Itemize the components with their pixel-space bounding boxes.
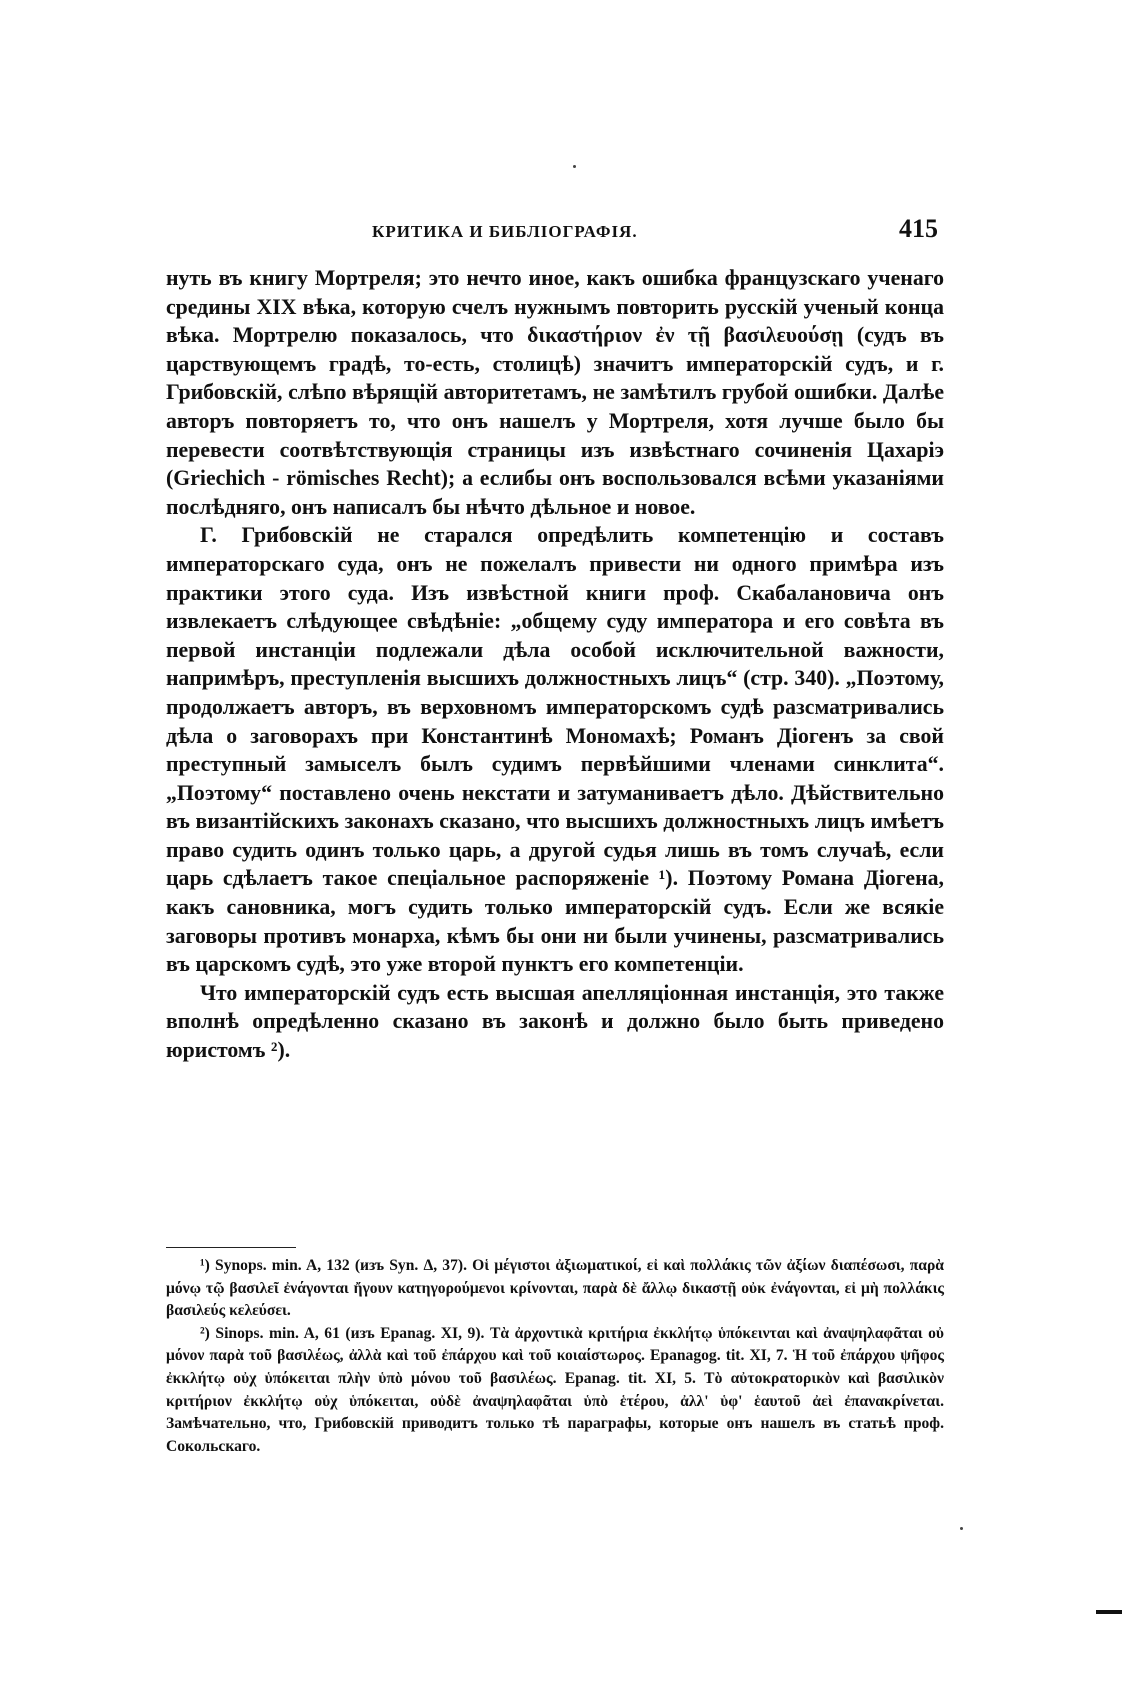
scan-speck bbox=[573, 165, 576, 168]
scan-edge-mark bbox=[1096, 1610, 1122, 1614]
paragraph-1: нуть въ книгу Мортреля; это нечто иное, какъ ошибка французскаго ученаго средины XIX вѣка, которую счелъ нужнымъ повторить русскій ученый конца вѣка. Мортрелю показалось, что δικαστήριον ἐν τῇ βασιλευούσῃ (судъ въ царствующемъ градѣ, то-есть, столицѣ) значитъ императорскій судъ, и г. Грибовскій, слѣпо вѣрящій авторитетамъ, не замѣтилъ грубой ошибки. Далѣе авторъ повторяетъ то, что онъ нашелъ у Мортреля, хотя лучше было бы перевести соотвѣтствующія страницы изъ извѣстнаго сочиненія Цахаріэ (Griechich - römisches Recht); а еслибы онъ воспользовался всѣми указаніями послѣдняго, онъ написалъ бы нѣчто дѣльное и новое. bbox=[166, 266, 944, 519]
scan-speck bbox=[960, 1527, 963, 1530]
paragraph-3: Что императорскій судъ есть высшая апелляціонная инстанція, это также вполнѣ опредѣленно сказано въ законѣ и должно было быть приведено юристомъ ²). bbox=[166, 980, 944, 1063]
footnote-divider bbox=[166, 1247, 296, 1248]
paragraph-2: Г. Грибовскій не старался опредѣлить компетенцію и составъ императорскаго суда, онъ не пожелалъ привести ни одного примѣра изъ практики этого суда. Изъ извѣстной книги проф. Скабалановича онъ извлекаетъ слѣдующее свѣдѣніе: „общему суду императора и его совѣта въ первой инстанціи подлежали дѣла особой исключительной важности, напримѣръ, преступленія высшихъ должностныхъ лицъ“ (стр. 340). „Поэтому, продолжаетъ авторъ, въ верховномъ императорскомъ судѣ разсматривались дѣла о заговорахъ при Константинѣ Мономахѣ; Романъ Діогенъ за свой преступный замыселъ былъ судимъ первѣйшими членами синклита“. „Поэтому“ поставлено очень некстати и затуманиваетъ дѣло. Дѣйствительно въ византійскихъ законахъ сказано, что высшихъ должностныхъ лицъ имѣетъ право судить одинъ только царь, а другой судья лишь въ томъ случаѣ, если царь сдѣлаетъ такое спеціальное распоряженіе ¹). Поэтому Романа Діогена, какъ сановника, могъ судить только императорскій судъ. Если же всякіе заговоры противъ монарха, кѣмъ бы они ни были учинены, разсматривались въ царскомъ судѣ, это уже второй пунктъ его компетенціи. bbox=[166, 523, 944, 977]
footnotes bbox=[166, 1255, 944, 1458]
footnote-1: ¹) Synops. min. A, 132 (изъ Syn. Δ, 37). Οἱ μέγιστοι ἀξιωματικοί, εἰ καὶ πολλάκις τῶν ἀξίων διαπέσωσι, παρὰ μόνῳ τῷ βασιλεῖ ἐνάγονται ἤγουν κατηγορούμενοι κρίνονται, παρὰ δὲ ἄλλῳ δικαστῇ οὐκ ἐνάγονται, εἰ μὴ πολλάκις βασιλεύς κελεύσει. bbox=[166, 1257, 944, 1320]
main-text bbox=[166, 264, 944, 1065]
footnote-2: ²) Sinops. min. A, 61 (изъ Epanag. XI, 9). Τὰ ἀρχοντικὰ κριτήρια ἐκκλήτῳ ὑπόκεινται καὶ ἀναψηλαφᾶται οὐ μόνον παρὰ τοῦ βασιλέως, ἀλλὰ καὶ τοῦ ἐπάρχου καὶ τοῦ κοιαίστωρος. Epanagog. tit. XI, 7. Ἡ τοῦ ἐπάρχου ψῆφος ἐκκλήτῳ οὐχ ὑπόκειται πλὴν ὑπὸ μόνου τοῦ βασιλέως. Epanag. tit. XI, 5. Τὸ αὐτοκρατορικὸν καὶ βασιλικὸν κριτήριον ἐκκλήτῳ οὐχ ὑπόκειται, οὐδὲ ἀναψηλαφᾶται ὑπὸ ἑτέρου, ἀλλ' ὑφ' ἑαυτοῦ ἀεὶ ἐπανακρίνεται. Замѣчательно, что, Грибовскій приводитъ только тѣ параграфы, которые онъ нашелъ въ статьѣ проф. Сокольскаго. bbox=[166, 1324, 944, 1455]
page-number: 415 bbox=[899, 214, 938, 243]
page-header bbox=[166, 214, 948, 248]
running-title: КРИТИКА И БИБЛІОГРАФІЯ. bbox=[372, 222, 638, 241]
